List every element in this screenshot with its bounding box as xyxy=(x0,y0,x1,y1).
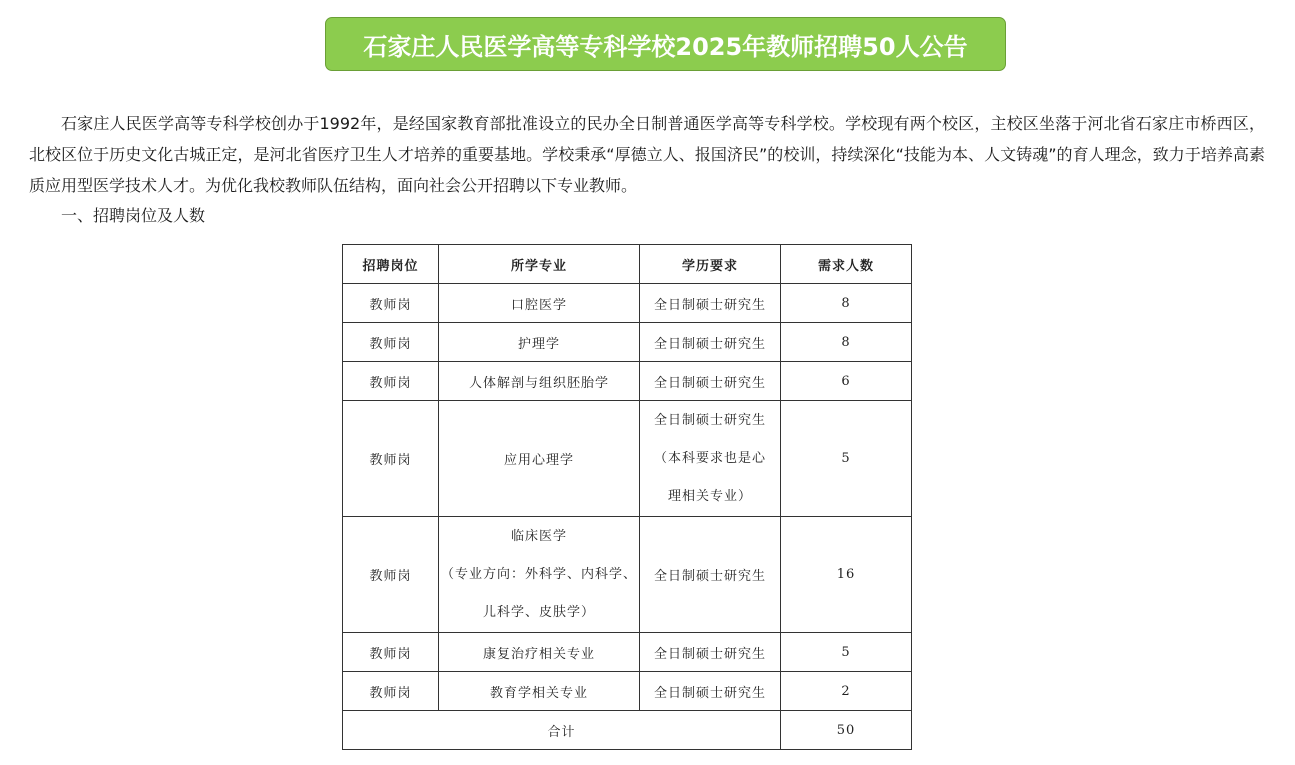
cell-position: 教师岗 xyxy=(343,323,439,362)
header-count: 需求人数 xyxy=(781,245,912,284)
header-position: 招聘岗位 xyxy=(343,245,439,284)
cell-position: 教师岗 xyxy=(343,284,439,323)
cell-count: 8 xyxy=(781,323,912,362)
cell-count: 16 xyxy=(781,517,912,633)
cell-position: 教师岗 xyxy=(343,517,439,633)
cell-major-line: 临床医学 xyxy=(510,528,567,544)
cell-position: 教师岗 xyxy=(343,672,439,711)
cell-education-line: 全日制硕士研究生 xyxy=(653,646,766,662)
header-major: 所学专业 xyxy=(439,245,640,284)
cell-major-line: 应用心理学 xyxy=(503,453,574,468)
total-count: 50 xyxy=(781,711,912,750)
cell-education xyxy=(640,362,781,401)
cell-education xyxy=(640,284,781,323)
cell-education-line: （本科要求也是心 xyxy=(653,450,766,466)
table-total-row xyxy=(343,711,912,750)
cell-major-line: 护理学 xyxy=(517,336,560,352)
cell-major xyxy=(439,633,640,672)
table-row xyxy=(343,633,912,672)
cell-position: 教师岗 xyxy=(343,401,439,517)
table-row xyxy=(343,401,912,517)
cell-position: 教师岗 xyxy=(343,362,439,401)
table-header-row xyxy=(343,245,912,284)
cell-major xyxy=(439,362,640,401)
cell-major-line: （专业方向：外科学、内科学、 xyxy=(440,566,637,582)
table-row xyxy=(343,517,912,633)
cell-education-line: 全日制硕士研究生 xyxy=(653,685,766,701)
cell-education-line: 理相关专业） xyxy=(667,488,752,504)
cell-education-line: 全日制硕士研究生 xyxy=(653,297,766,313)
recruitment-table xyxy=(342,244,912,750)
cell-education xyxy=(640,633,781,672)
page-title: 石家庄人民医学高等专科学校2025年教师招聘50人公告 xyxy=(325,17,1006,71)
header-education: 学历要求 xyxy=(640,245,781,284)
cell-major xyxy=(439,401,640,517)
cell-education xyxy=(640,672,781,711)
cell-major-line: 儿科学、皮肤学） xyxy=(482,604,595,620)
table-row xyxy=(343,284,912,323)
section-heading: 一、招聘岗位及人数 xyxy=(61,206,206,225)
cell-education-line: 全日制硕士研究生 xyxy=(653,336,766,352)
table-row xyxy=(343,362,912,401)
cell-education-line: 全日制硕士研究生 xyxy=(653,375,766,391)
cell-count: 8 xyxy=(781,284,912,323)
cell-major xyxy=(439,284,640,323)
cell-count: 5 xyxy=(781,633,912,672)
cell-major-line: 康复治疗相关专业 xyxy=(482,646,595,662)
cell-major-line: 教育学相关专业 xyxy=(489,685,588,701)
cell-major xyxy=(439,672,640,711)
cell-education-line: 全日制硕士研究生 xyxy=(653,569,766,584)
intro-paragraph: 石家庄人民医学高等专科学校创办于1992年，是经国家教育部批准设立的民办全日制普通医学高等专科学校。学校现有两个校区，主校区坐落于河北省石家庄市桥西区，北校区位于历史文化古城正定，是河北省医疗卫生人才培养的重要基地。学校秉承“厚德立人、报国济民”的校训，持续深化“技能为本、人文铸魂”的育人理念，致力于培养高素质应用型医学技术人才。为优化我校教师队伍结构，面向社会公开招聘以下专业教师。 xyxy=(29,114,1265,195)
cell-education xyxy=(640,517,781,633)
cell-education-line: 全日制硕士研究生 xyxy=(653,412,766,428)
cell-count: 6 xyxy=(781,362,912,401)
total-label: 合计 xyxy=(343,711,781,750)
cell-count: 2 xyxy=(781,672,912,711)
cell-education xyxy=(640,323,781,362)
cell-major xyxy=(439,517,640,633)
table-row xyxy=(343,323,912,362)
cell-major-line: 口腔医学 xyxy=(510,297,567,313)
cell-count: 5 xyxy=(781,401,912,517)
table-row xyxy=(343,672,912,711)
cell-major-line: 人体解剖与组织胚胎学 xyxy=(468,375,609,391)
cell-position: 教师岗 xyxy=(343,633,439,672)
cell-major xyxy=(439,323,640,362)
cell-education xyxy=(640,401,781,517)
